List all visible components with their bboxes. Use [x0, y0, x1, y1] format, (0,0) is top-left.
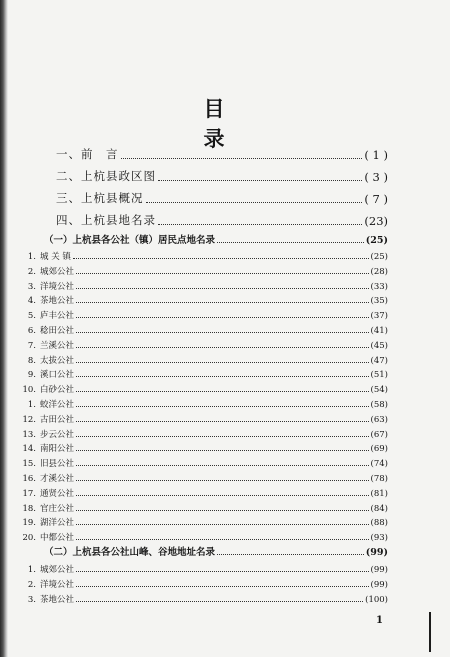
- toc-main-entry: [56, 146, 388, 162]
- entry-label: [22, 309, 74, 321]
- toc-entry: [22, 502, 388, 514]
- entry-page: (78): [370, 474, 388, 484]
- toc-entry: [22, 578, 388, 590]
- toc-main-entry: [56, 168, 388, 184]
- toc-entry: [22, 280, 388, 292]
- dot-leader: [76, 317, 369, 318]
- dot-leader: [76, 288, 369, 289]
- entry-page: (25): [370, 252, 388, 262]
- dot-leader: [217, 554, 364, 555]
- entry-page: (99): [365, 547, 388, 558]
- entry-label: 四、上杭县地名录: [56, 213, 156, 227]
- entry-number: 16.: [22, 474, 36, 484]
- entry-number: 1.: [27, 565, 36, 575]
- entry-number: 7.: [27, 340, 36, 351]
- entry-name: 城郊公社: [40, 266, 75, 277]
- dot-leader: [158, 224, 362, 225]
- entry-number: 9.: [27, 370, 36, 381]
- toc-entry: [22, 294, 388, 306]
- entry-page: (58): [370, 400, 388, 410]
- entry-label: 二、上杭县政区图: [56, 169, 156, 183]
- entry-number: 6.: [27, 326, 36, 336]
- entry-number: 1.: [27, 400, 36, 410]
- entry-label: [22, 398, 74, 410]
- entry-label: [22, 413, 74, 425]
- entry-name: 中都公社: [40, 533, 75, 544]
- dot-leader: [76, 524, 369, 525]
- dot-leader: [158, 180, 362, 181]
- entry-page: (35): [370, 296, 388, 307]
- entry-number: 10.: [22, 385, 36, 396]
- dot-leader: [146, 202, 363, 203]
- entry-page: (23): [364, 214, 388, 228]
- entry-page: (88): [370, 518, 388, 529]
- entry-number: 18.: [22, 503, 36, 514]
- entry-page: (33): [370, 281, 388, 292]
- entry-name: 溪口公社: [40, 370, 75, 381]
- entry-name: 步云公社: [40, 429, 75, 440]
- entry-name: 茶地公社: [40, 594, 75, 605]
- dot-leader: [76, 406, 369, 407]
- toc-entry: [22, 472, 388, 484]
- entry-name: 庐丰公社: [40, 311, 75, 322]
- dot-leader: [76, 586, 369, 587]
- entry-number: 5.: [27, 311, 36, 322]
- page-title: 目 录: [203, 96, 290, 151]
- toc-entry: [22, 442, 388, 454]
- entry-number: 17.: [22, 488, 36, 499]
- entry-name: 通贤公社: [40, 488, 75, 499]
- entry-page: ( 7 ): [364, 192, 388, 206]
- entry-page: (69): [370, 444, 388, 455]
- toc-entry: [22, 531, 388, 543]
- entry-number: 13.: [22, 429, 36, 440]
- entry-name: 旧县公社: [40, 459, 75, 470]
- dot-leader: [76, 273, 369, 274]
- entry-name: 蛟洋公社: [40, 400, 75, 410]
- entry-label: [22, 339, 74, 351]
- entry-page: (28): [370, 266, 388, 277]
- dot-leader: [76, 450, 369, 451]
- toc-entry: [22, 516, 388, 528]
- entry-name: 兰溪公社: [40, 340, 75, 351]
- entry-name: 洋境公社: [40, 281, 75, 292]
- entry-page: (93): [370, 533, 388, 544]
- dot-leader: [121, 158, 363, 159]
- toc-entry: [22, 324, 388, 336]
- dot-leader: [76, 332, 369, 333]
- dot-leader: [73, 258, 369, 259]
- dot-leader: [76, 480, 369, 481]
- entry-label: [22, 457, 74, 469]
- dot-leader: [76, 539, 369, 540]
- dot-leader: [76, 302, 369, 303]
- entry-name: 南阳公社: [40, 444, 75, 455]
- entry-page: (47): [370, 355, 388, 366]
- dot-leader: [76, 495, 369, 496]
- entry-label: [22, 472, 74, 484]
- dot-leader: [76, 362, 369, 363]
- entry-number: 14.: [22, 444, 36, 455]
- entry-page: (54): [370, 385, 388, 396]
- dot-leader: [76, 391, 369, 392]
- entry-page: (81): [370, 488, 388, 499]
- toc-entry: [22, 368, 388, 380]
- entry-page: (100): [365, 594, 388, 605]
- entry-label: [22, 502, 74, 514]
- page-number: 1: [376, 615, 383, 626]
- entry-page: (45): [370, 340, 388, 351]
- entry-label: [22, 280, 74, 292]
- entry-number: 1.: [27, 252, 36, 262]
- entry-page: ( 1 ): [364, 148, 388, 162]
- entry-label: [22, 265, 74, 277]
- dot-leader: [217, 242, 364, 243]
- entry-label: [22, 487, 74, 499]
- toc-entry: [22, 457, 388, 469]
- dot-leader: [76, 421, 369, 422]
- toc-section-heading: [44, 232, 388, 246]
- entry-page: (41): [370, 326, 388, 336]
- entry-page: (51): [370, 370, 388, 381]
- entry-label: （一）上杭县各公社（镇）居民点地名录: [44, 235, 216, 246]
- entry-page: (67): [370, 429, 388, 440]
- entry-name: 太拔公社: [40, 355, 75, 366]
- entry-name: 才溪公社: [40, 474, 75, 484]
- entry-number: 4.: [27, 296, 36, 307]
- entry-page: (99): [370, 579, 388, 590]
- entry-label: [22, 368, 74, 380]
- entry-label: 三、上杭县概况: [56, 191, 144, 205]
- entry-label: [22, 250, 71, 262]
- scan-mark: [429, 612, 431, 652]
- entry-label: （二）上杭县各公社山峰、谷地地址名录: [44, 547, 216, 558]
- toc-entry: [22, 383, 388, 395]
- entry-label: [22, 428, 74, 440]
- toc-entry: [22, 563, 388, 575]
- entry-page: (84): [370, 503, 388, 514]
- entry-name: 官庄公社: [40, 503, 75, 514]
- entry-number: 15.: [22, 459, 36, 470]
- entry-name: 城 关 镇: [40, 252, 71, 262]
- entry-page: (37): [370, 311, 388, 322]
- entry-page: (25): [365, 235, 388, 246]
- entry-name: 茶地公社: [40, 296, 75, 307]
- entry-label: [22, 593, 74, 605]
- entry-number: 12.: [22, 414, 36, 425]
- entry-name: 白砂公社: [40, 385, 75, 396]
- toc-entry: [22, 593, 388, 605]
- dot-leader: [76, 347, 369, 348]
- toc-entry: [22, 265, 388, 277]
- entry-label: [22, 324, 74, 336]
- toc-entry: [22, 398, 388, 410]
- entry-label: [22, 578, 74, 590]
- entry-label: [22, 516, 74, 528]
- entry-page: (63): [370, 414, 388, 425]
- entry-page: ( 3 ): [364, 170, 388, 184]
- entry-name: 洋境公社: [40, 579, 75, 590]
- entry-label: [22, 531, 74, 543]
- toc-main-entry: [56, 212, 388, 228]
- entry-label: [22, 354, 74, 366]
- toc-entry: [22, 428, 388, 440]
- entry-number: 2.: [27, 266, 36, 277]
- entry-number: 2.: [27, 579, 36, 590]
- scan-edge: [0, 0, 8, 657]
- dot-leader: [76, 465, 369, 466]
- dot-leader: [76, 376, 369, 377]
- entry-name: 城郊公社: [40, 565, 75, 575]
- entry-page: (74): [370, 459, 388, 470]
- entry-page: (99): [370, 565, 388, 575]
- dot-leader: [76, 601, 363, 602]
- toc-section-heading: [44, 544, 388, 558]
- entry-name: 古田公社: [40, 414, 75, 425]
- dot-leader: [76, 436, 369, 437]
- dot-leader: [76, 571, 369, 572]
- toc-entry: [22, 250, 388, 262]
- toc-main-entry: [56, 190, 388, 206]
- entry-label: 一、前 言: [56, 147, 119, 161]
- entry-number: 8.: [27, 355, 36, 366]
- entry-number: 20.: [22, 533, 36, 544]
- dot-leader: [76, 510, 369, 511]
- toc-entry: [22, 309, 388, 321]
- entry-number: 3.: [27, 281, 36, 292]
- entry-name: 稔田公社: [40, 326, 75, 336]
- entry-label: [22, 442, 74, 454]
- entry-number: 3.: [27, 594, 36, 605]
- entry-name: 湖洋公社: [40, 518, 75, 529]
- entry-label: [22, 563, 74, 575]
- entry-number: 19.: [22, 518, 36, 529]
- entry-label: [22, 294, 74, 306]
- toc-entry: [22, 487, 388, 499]
- entry-label: [22, 383, 74, 395]
- toc-entry: [22, 354, 388, 366]
- toc-entry: [22, 339, 388, 351]
- toc-entry: [22, 413, 388, 425]
